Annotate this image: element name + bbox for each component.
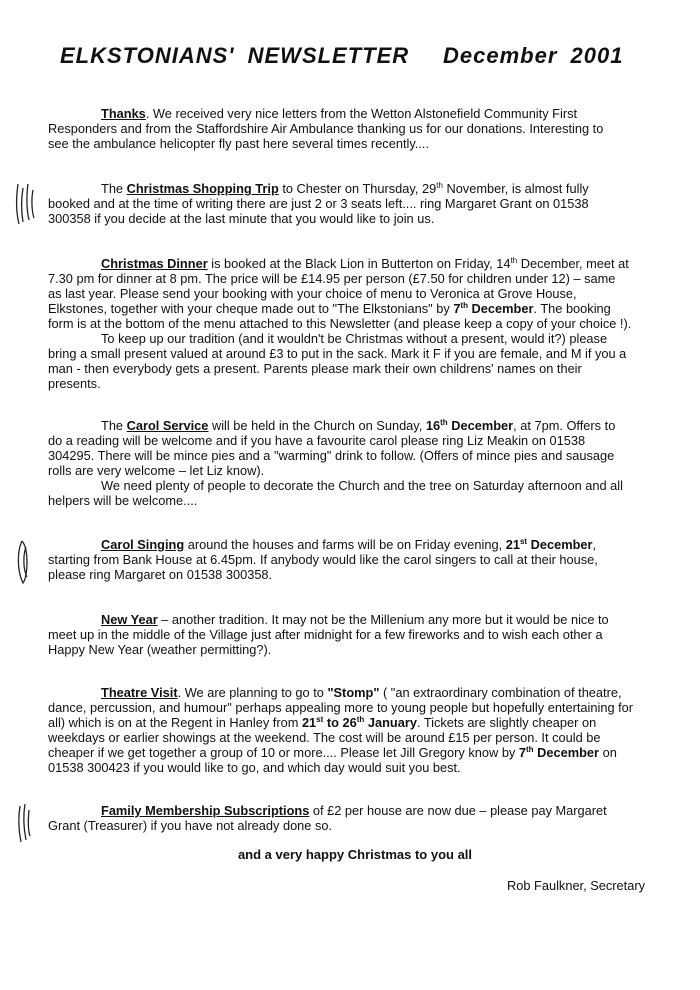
carol-singing-heading: Carol Singing [101, 537, 185, 552]
membership-paragraph: Family Membership Subscriptions of £2 per house are now due – please pay Margaret Grant (Treasurer) if you have not already done so. [48, 803, 607, 833]
christmas-dinner-paragraph: Christmas Dinner is booked at the Black Lion in Butterton on Friday, 14th December, meet at 7.30 pm for dinner at 8 pm. The price will be £14.95 per person (£7.50 for children under 12) – same as last year. Please send your booking with your choice of menu to Veronica at Grove House, Elkstones, together with your cheque made out to "The Elkstonians" by 7th December. The booking form is at the bottom of the menu attached to this Newsletter (and please keep a copy of your choice !). To keep up our tradition (and it wouldn't be Christmas without a present, would it?) please bring a small present valued at around £3 to put in the sack. Mark it F if you are female, and M if you a man - then everybody gets a present. Parents please mark their own childrens' names on their presents. [48, 256, 632, 391]
carol-service-paragraph: The Carol Service will be held in the Church on Sunday, 16th December, at 7pm. Offers to do a reading will be welcome and if you have a favourite carol please ring Liz Meakin on 01538 304295. There will be mince pies and a "warming" drink to follow. (Offers of mince pies and sausage rolls are very welcome – let Liz know). We need plenty of people to decorate the Church and the tree on Saturday afternoon and all helpers will be welcome.... [48, 418, 623, 508]
newsletter-name: ELKSTONIANS' NEWSLETTER [60, 43, 410, 68]
new-year-paragraph: New Year – another tradition. It may not be the Millenium any more but it would be nice to meet up in the middle of the Village just after midnight for a few fireworks and to wish each other a Happy New Year (weather permitting?). [48, 612, 609, 657]
thanks-heading: Thanks [101, 106, 146, 121]
carol-singing-paragraph: Carol Singing around the houses and farms will be on Friday evening, 21st December, starting from Bank House at 6.45pm. If anybody would like the carol singers to call at their house, please ring Margaret on 01538 300358. [48, 537, 598, 582]
theatre-visit-heading: Theatre Visit [101, 685, 178, 700]
punch-hole-marks [14, 800, 38, 850]
newsletter-date: December 2001 [443, 43, 624, 68]
new-year-heading: New Year [101, 612, 158, 627]
shopping-trip-paragraph: The Christmas Shopping Trip to Chester on Thursday, 29th November, is almost fully booked and at the time of writing there are just 2 or 3 seats left.... ring Margaret Grant on 01538 300358 if you decide at the last minute that you would like to join us. [48, 181, 589, 226]
newsletter-title [60, 43, 640, 69]
christmas-dinner-heading: Christmas Dinner [101, 256, 208, 271]
punch-hole-marks [14, 180, 38, 230]
membership-heading: Family Membership Subscriptions [101, 803, 310, 818]
carol-service-heading: Carol Service [126, 418, 209, 433]
closing-greeting: and a very happy Christmas to you all [237, 847, 473, 862]
signature: Rob Faulkner, Secretary [507, 878, 645, 893]
shopping-trip-heading: Christmas Shopping Trip [126, 181, 279, 196]
thanks-paragraph: Thanks. We received very nice letters from the Wetton Alstonefield Community First Responders and from the Staffordshire Air Ambulance thanking us for our donations. Interesting to see the ambulance helicopter fly past here several times recently.... [48, 106, 604, 151]
theatre-visit-paragraph: Theatre Visit. We are planning to go to "Stomp" ( "an extraordinary combination of theatre, dance, percussion, and humour" perhaps appealing more to young people but hopefully entertaining for all) which is on at the Regent in Hanley from 21st to 26th January. Tickets are slightly cheaper on weekdays or earlier showings at the weekend. The cost will be around £15 per person. It could be cheaper if we get together a group of 10 or more.... Please let Jill Gregory know by 7th December on 01538 300423 if you would like to go, and which day would suit you best. [48, 685, 634, 775]
punch-hole-marks [14, 537, 38, 587]
